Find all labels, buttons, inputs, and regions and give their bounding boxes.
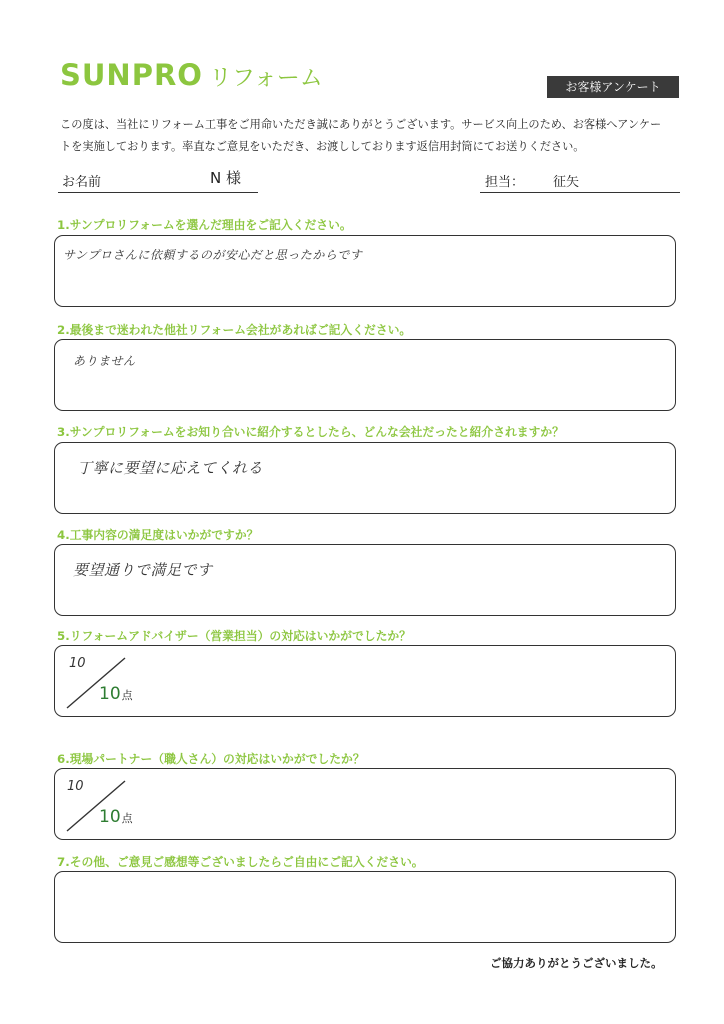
question-6-score-unit: 点 [121,812,133,825]
intro-text [60,114,680,158]
question-1-answer: サンプロさんに依頼するのが安心だと思ったからです [63,248,363,262]
intro-line-1: この度は、当社にリフォーム工事をご用命いただき誠にありがとうございます。サービス向上のため、お客様へアンケー [60,118,662,131]
question-1-answer-box[interactable] [54,235,676,307]
staff-value: 征矢 [553,175,580,190]
question-4-label: 4.工事内容の満足度はいかがですか？ [57,528,259,542]
question-7-label: 7.その他、ご意見ご感想等ございましたらご自由にご記入ください。 [57,855,424,869]
question-5-written-score: 10 [69,656,86,671]
survey-badge: お客様アンケート [547,76,679,98]
question-5-answer-box[interactable] [54,645,676,717]
question-6-written-score: 10 [67,779,84,794]
logo-sub-text: リフォーム [208,65,323,91]
question-5-score [99,684,133,704]
question-3-answer: 丁寧に要望に応えてくれる [77,459,264,477]
name-label: お名前 [62,175,102,190]
question-5-label: 5.リフォームアドバイザー（営業担当）の対応はいかがでしたか？ [57,629,411,643]
question-6-score [99,807,133,827]
name-underline [58,192,258,193]
question-1-label: 1.サンプロリフォームを選んだ理由をご記入ください。 [57,218,352,232]
staff-label: 担当： [485,175,525,190]
question-6-answer-box[interactable] [54,768,676,840]
name-value: N 様 [210,169,241,187]
question-7-answer-box[interactable] [54,871,676,943]
question-5-score-number: 10 [99,684,121,704]
question-2-answer-box[interactable] [54,339,676,411]
question-4-answer: 要望通りで満足です [73,561,213,579]
logo-main-text: SUNPRO [60,58,203,92]
question-4-answer-box[interactable] [54,544,676,616]
sunpro-logo [60,58,323,92]
question-3-label: 3.サンプロリフォームをお知り合いに紹介するとしたら、どんな会社だったと紹介されますか？ [57,425,564,439]
question-5-score-unit: 点 [121,689,133,702]
question-6-label: 6.現場パートナー（職人さん）の対応はいかがでしたか？ [57,752,365,766]
intro-line-2: トを実施しております。率直なご意見をいただき、お渡ししております返信用封筒にてお送りください。 [60,140,585,153]
closing-message: ご協力ありがとうございました。 [490,956,663,970]
question-2-label: 2.最後まで迷われた他社リフォーム会社があればご記入ください。 [57,323,412,337]
question-6-score-number: 10 [99,807,121,827]
staff-underline [480,192,680,193]
question-2-answer: ありません [73,354,136,368]
question-3-answer-box[interactable] [54,442,676,514]
